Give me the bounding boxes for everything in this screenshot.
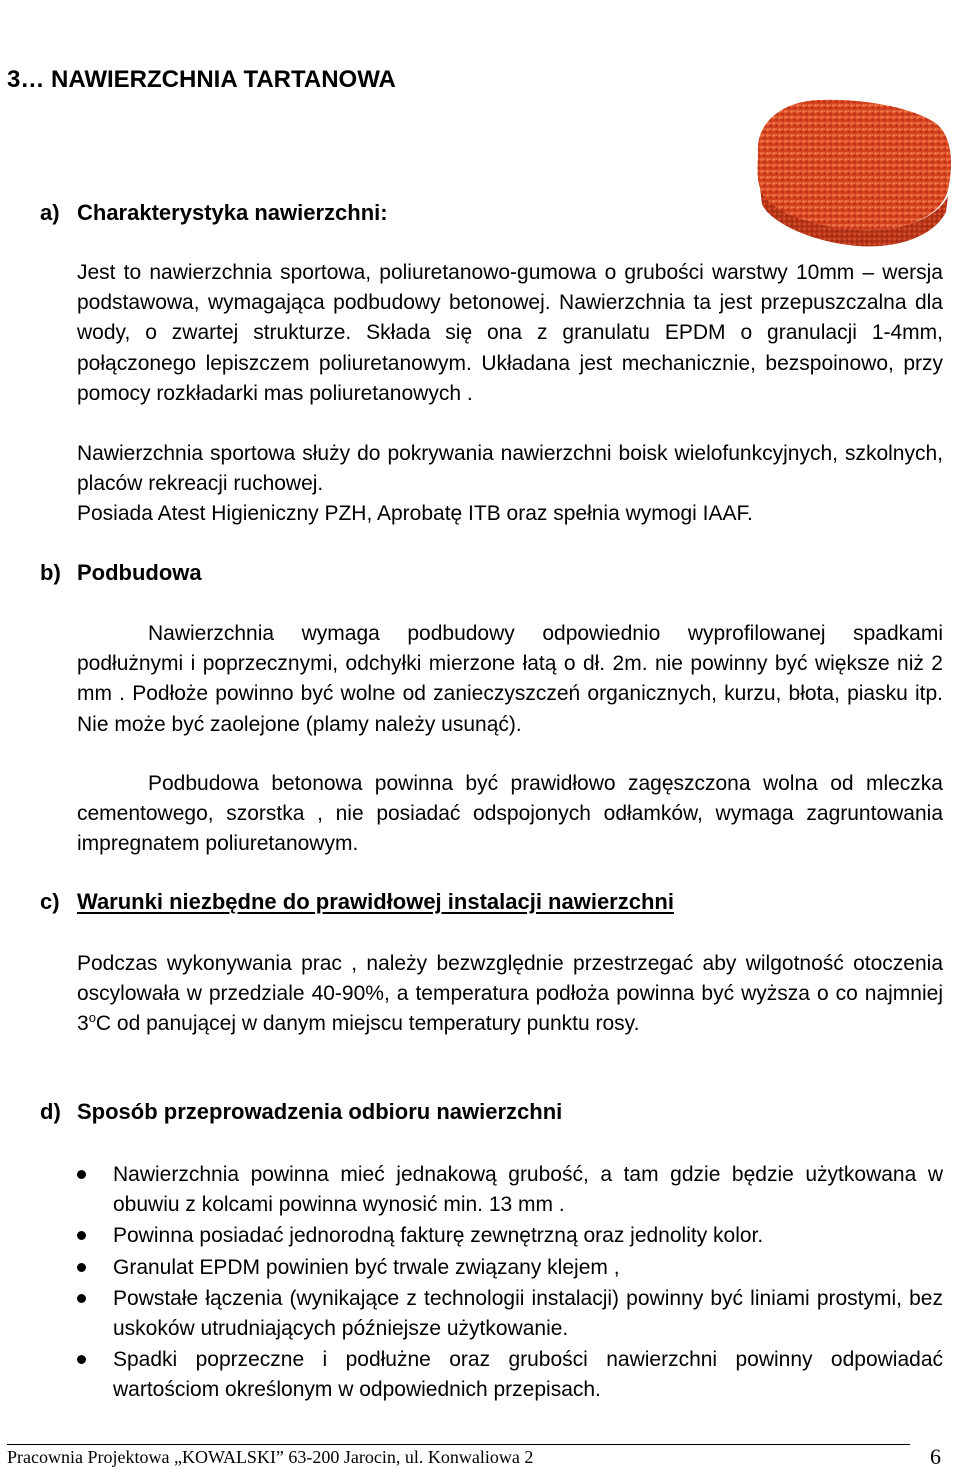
section-b-label: b) [40, 560, 61, 585]
section-c-text-2: C od panującej w danym miejscu temperatury punktu rosy. [95, 1012, 640, 1036]
tartan-sample-image [748, 92, 954, 252]
section-b-heading [40, 560, 202, 586]
section-c-text-1: Podczas wykonywania prac , należy bezwzględnie przestrzegać aby wilgotność otoczenia oscylowała w przedziale 40-90%, a temperatura podłoża powinna być wyższa o co najmniej 3 [77, 952, 943, 1036]
list-item-text: Granulat EPDM powinien być trwale związany klejem , [113, 1255, 620, 1279]
section-a-paragraph-2: Nawierzchnia sportowa służy do pokrywania nawierzchni boisk wielofunkcyjnych, szkolnych, placów rekreacji ruchowej. [77, 442, 943, 496]
bullet-icon [77, 1231, 86, 1240]
page-number: 6 [930, 1444, 941, 1469]
list-item-text: Nawierzchnia powinna mieć jednakową grubość, a tam gdzie będzie użytkowana w obuwiu z kolcami powinna wynosić min. 13 mm . [113, 1163, 943, 1217]
list-item-text: Spadki poprzeczne i podłużne oraz grubości nawierzchni powinny odpowiadać wartościom określonym w odpowiednich przepisach. [113, 1348, 943, 1402]
bullet-icon [77, 1294, 86, 1303]
acceptance-list [77, 1160, 943, 1407]
list-item [77, 1253, 943, 1283]
page-title: 3… NAWIERZCHNIA TARTANOWA [7, 66, 396, 93]
footer-text: Pracownia Projektowa „KOWALSKI” 63-200 Jarocin, ul. Konwaliowa 2 [7, 1447, 534, 1467]
section-d-heading [40, 1099, 562, 1125]
section-c-heading-text: Warunki niezbędne do prawidłowej instalacji nawierzchni [77, 889, 674, 914]
section-b-paragraph-2: Podbudowa betonowa powinna być prawidłowo zagęszczona wolna od mleczka cementowego, szorstka , nie posiadać odspojonych odłamków, wymaga zagruntowania impregnatem poliuretanowym. [77, 772, 943, 856]
section-a-paragraph-3: Posiada Atest Higieniczny PZH, Aprobatę ITB oraz spełnia wymogi IAAF. [77, 502, 753, 525]
section-b-paragraph-1: Nawierzchnia wymaga podbudowy odpowiednio wyprofilowanej spadkami podłużnymi i poprzecznymi, odchyłki mierzone łatą o dł. 2m. nie powinny być większe niż 2 mm . Podłoże powinno być wolne od zanieczyszczeń organicznych, kurzu, błota, piasku itp. Nie może być zaolejone (plamy należy usunąć). [77, 622, 943, 736]
bullet-icon [77, 1355, 86, 1364]
list-item [77, 1284, 943, 1344]
degree-sup: o [88, 1010, 96, 1026]
section-a-heading [40, 200, 388, 226]
footer-divider [7, 1444, 910, 1445]
section-d-heading-text: Sposób przeprowadzenia odbioru nawierzchni [77, 1099, 563, 1124]
section-b-heading-text: Podbudowa [77, 560, 202, 585]
section-a-paragraph: Jest to nawierzchnia sportowa, poliuretanowo-gumowa o grubości warstwy 10mm – wersja podstawowa, wymagająca podbudowy betonowej. Nawierzchnia ta jest przepuszczalna dla wody, o zwartej strukturze. Składa się ona z granulatu EPDM o granulacji 1-4mm, połączonego lepiszczem poliuretanowym. Układana jest mechanicznie, bezspoinowo, przy pomocy rozkładarki mas poliuretanowych . [77, 261, 943, 405]
section-a-heading-text: Charakterystyka nawierzchni: [77, 200, 388, 225]
section-c-label: c) [40, 889, 60, 914]
bullet-icon [77, 1263, 86, 1272]
list-item-text: Powinna posiadać jednorodną fakturę zewnętrzną oraz jednolity kolor. [113, 1224, 764, 1248]
section-d-label: d) [40, 1099, 61, 1124]
section-c-paragraph [77, 949, 943, 1040]
section-c-heading [40, 889, 674, 915]
list-item [77, 1160, 943, 1220]
bullet-icon [77, 1170, 86, 1179]
list-item-text: Powstałe łączenia (wynikające z technologii instalacji) powinny być liniami prostymi, bez uskoków utrudniających późniejsze użytkowanie. [113, 1286, 943, 1341]
section-a-label: a) [40, 200, 60, 225]
list-item [77, 1221, 943, 1251]
list-item [77, 1345, 943, 1405]
